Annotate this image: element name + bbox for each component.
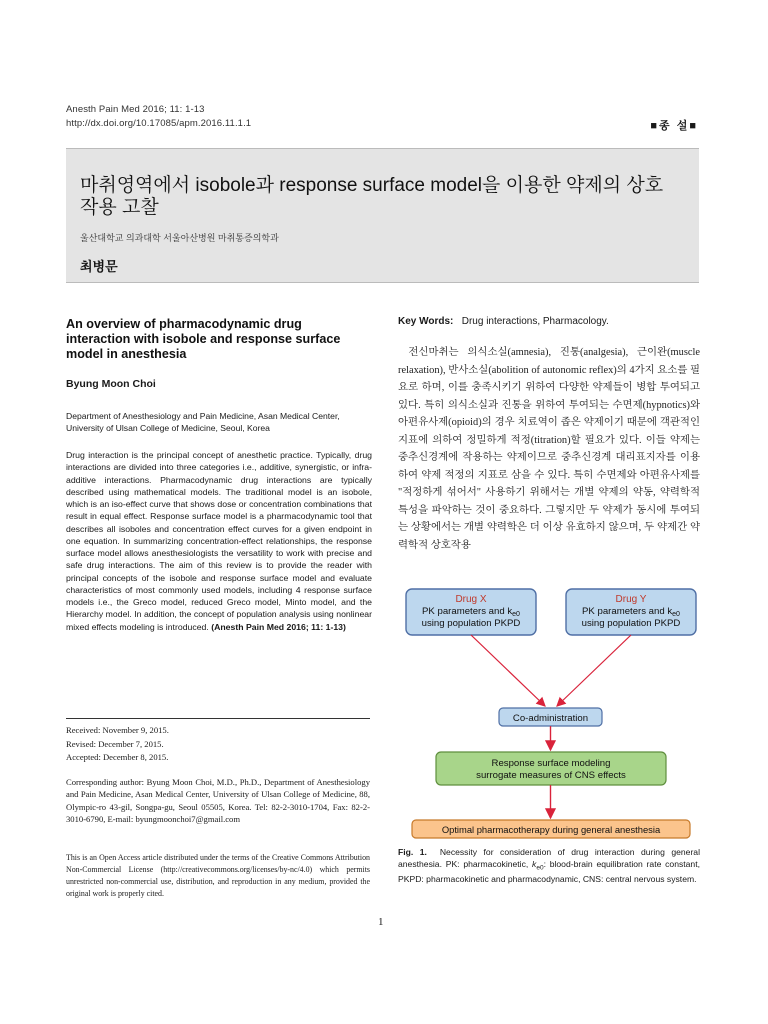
korean-affiliation: 울산대학교 의과대학 서울아산병원 마취통증의학과 (80, 233, 279, 243)
drug-x-title: Drug X (455, 594, 487, 605)
keywords-text: Drug interactions, Pharmacology. (461, 316, 609, 327)
abstract-text: Drug interaction is the principal concept of anesthetic practice. Typically, drug interactions are divided into three categories i.e., additive, synergistic, or infra-additive interactions. Pharmacodynamic drug interactions are typically described using mathematical models. The traditional model is an isobole, which is an iso-effect curve that shows dose or concentration combinations that result in equal effect. Response surface model is a pharmacodynamic tool that describes all isoboles and concentration effect curves for a given endpoint in one equation. In summarizing concentration-effect relationships, the response surface model allows anesthesiologists the versatility to work with precise and safe drug interactions. The aim of this review is to provide the reader with principal concepts of the isobole and response surface model and evaluate characteristics of most commonly used models, including 4 response surface models i.e., the Greco model, reduced Greco model, Minto model, and the Hierarchy model. In addition, the concept of population analysis using nonlinear mixed effects modeling is introduced. (66, 450, 372, 632)
drug-y-line1: PK parameters and $k_{e0}$ (582, 606, 680, 618)
response-surface-line1: Response surface modeling (491, 758, 611, 769)
response-surface-line2: surrogate measures of CNS effects (476, 770, 626, 781)
keywords (398, 316, 609, 327)
arrow-drug-y (557, 635, 631, 706)
abstract (66, 449, 372, 633)
english-affiliation: Department of Anesthesiology and Pain Medicine, Asan Medical Center, University of Ulsan College of Medicine, Seoul, Korea (66, 411, 340, 433)
figure-caption-label: Fig. 1. (398, 847, 427, 857)
page-number: 1 (378, 916, 384, 928)
english-author: Byung Moon Choi (66, 378, 156, 390)
journal-citation: Anesth Pain Med 2016; 11: 1-13 (66, 104, 205, 115)
doi-link[interactable]: http://dx.doi.org/10.17085/apm.2016.11.1.1 (66, 118, 252, 129)
korean-body-text (398, 344, 700, 554)
korean-author: 최병문 (80, 259, 118, 274)
coadministration-label: Co-administration (512, 713, 589, 724)
figure-caption-k: k (532, 858, 537, 869)
article-type-label: ■종 설■ (650, 120, 698, 132)
keywords-label: Key Words: (398, 316, 454, 327)
drug-x-line1: PK parameters and $k_{e0}$ (422, 606, 520, 618)
figure-1-flowchart (398, 582, 704, 844)
figure-caption-part1: Necessity for consideration of drug interaction during general anesthesia. PK: pharmacokinetic, (398, 847, 700, 869)
abstract-citation: (Anesth Pain Med 2016; 11: 1-13) (211, 621, 346, 632)
received-date: Received: November 9, 2015. (66, 725, 169, 735)
corresponding-author: Corresponding author: Byung Moon Choi, M.D., Ph.D., Department of Anesthesiology and Pain Medicine, Asan Medical Center, University of Ulsan College of Medicine, 88, Olympic-ro 43-gil, Songpa-gu, Seoul 05505, Korea. Tel: 82-2-3010-1704, Fax: 82-2-3010-6790, E-mail: byungmoonchoi7@gmail.com (66, 777, 370, 824)
accepted-date: Accepted: December 8, 2015. (66, 752, 169, 762)
korean-body-paragraph: 전신마취는 의식소실(amnesia), 진통(analgesia), 근이완(muscle relaxation), 반사소실(abolition of autonomic reflex)의 4가지 요소를 필요로 하며, 이를 충족시키기 위하여 다양한 약제들이 병합 투여되고 있다. 특히 의식소실과 진통을 위하여 투여되는 수면제(hypnotics)와 아편유사제(opioid)의 경우 치료역이 좁은 약제이기 때문에 객관적인 지표에 의하여 정밀하게 적정(titration)할 필요가 있다. 이들 약제는 중추신경계에 작용하는 약제이므로 중추신경계 대리표지자를 이용하여 약제 적정의 지표로 삼을 수 있다. 특히 수면제와 아편유사제를 "적정하게 섞어서" 사용하기 위해서는 개별 약제의 약동, 약력학적 특성을 파악하는 것이 중요하다. 그렇지만 두 약제가 동시에 투여되는 상황에서는 개별 약력학은 더 이상 유효하지 않으며, 두 약제간 약력학적 상호작용 (398, 347, 700, 551)
figure-caption-part2: : blood-brain equilibration rate constant, PKPD: pharmacokinetic and pharmacodynamic, CNS: central nervous system. (398, 858, 700, 884)
drug-x-line2: using population PKPD (421, 618, 521, 629)
korean-title: 마취영역에서 isobole과 response surface model을 이용한 약제의 상호작용 고찰 (80, 175, 664, 218)
figure-caption (398, 847, 700, 885)
figure-caption-sub: e0 (536, 864, 544, 872)
drug-y-title: Drug Y (615, 594, 647, 605)
drug-y-line2: using population PKPD (581, 618, 681, 629)
divider-top (66, 718, 370, 719)
optimal-pharmacotherapy-label: Optimal pharmacotherapy during general anesthesia (441, 824, 661, 835)
license-notice: This is an Open Access article distributed under the terms of the Creative Commons Attribution Non-Commercial License (http://creativecommons.org/licenses/by-nc/4.0) which permits unrestricted non-commercial use, distribution, and reproduction in any medium, provided the original work is properly cited. (66, 853, 370, 898)
english-title: An overview of pharmacodynamic drug interaction with isobole and response surface model in anesthesia (66, 317, 341, 361)
arrow-drug-x (471, 635, 545, 706)
revised-date: Revised: December 7, 2015. (66, 739, 164, 749)
